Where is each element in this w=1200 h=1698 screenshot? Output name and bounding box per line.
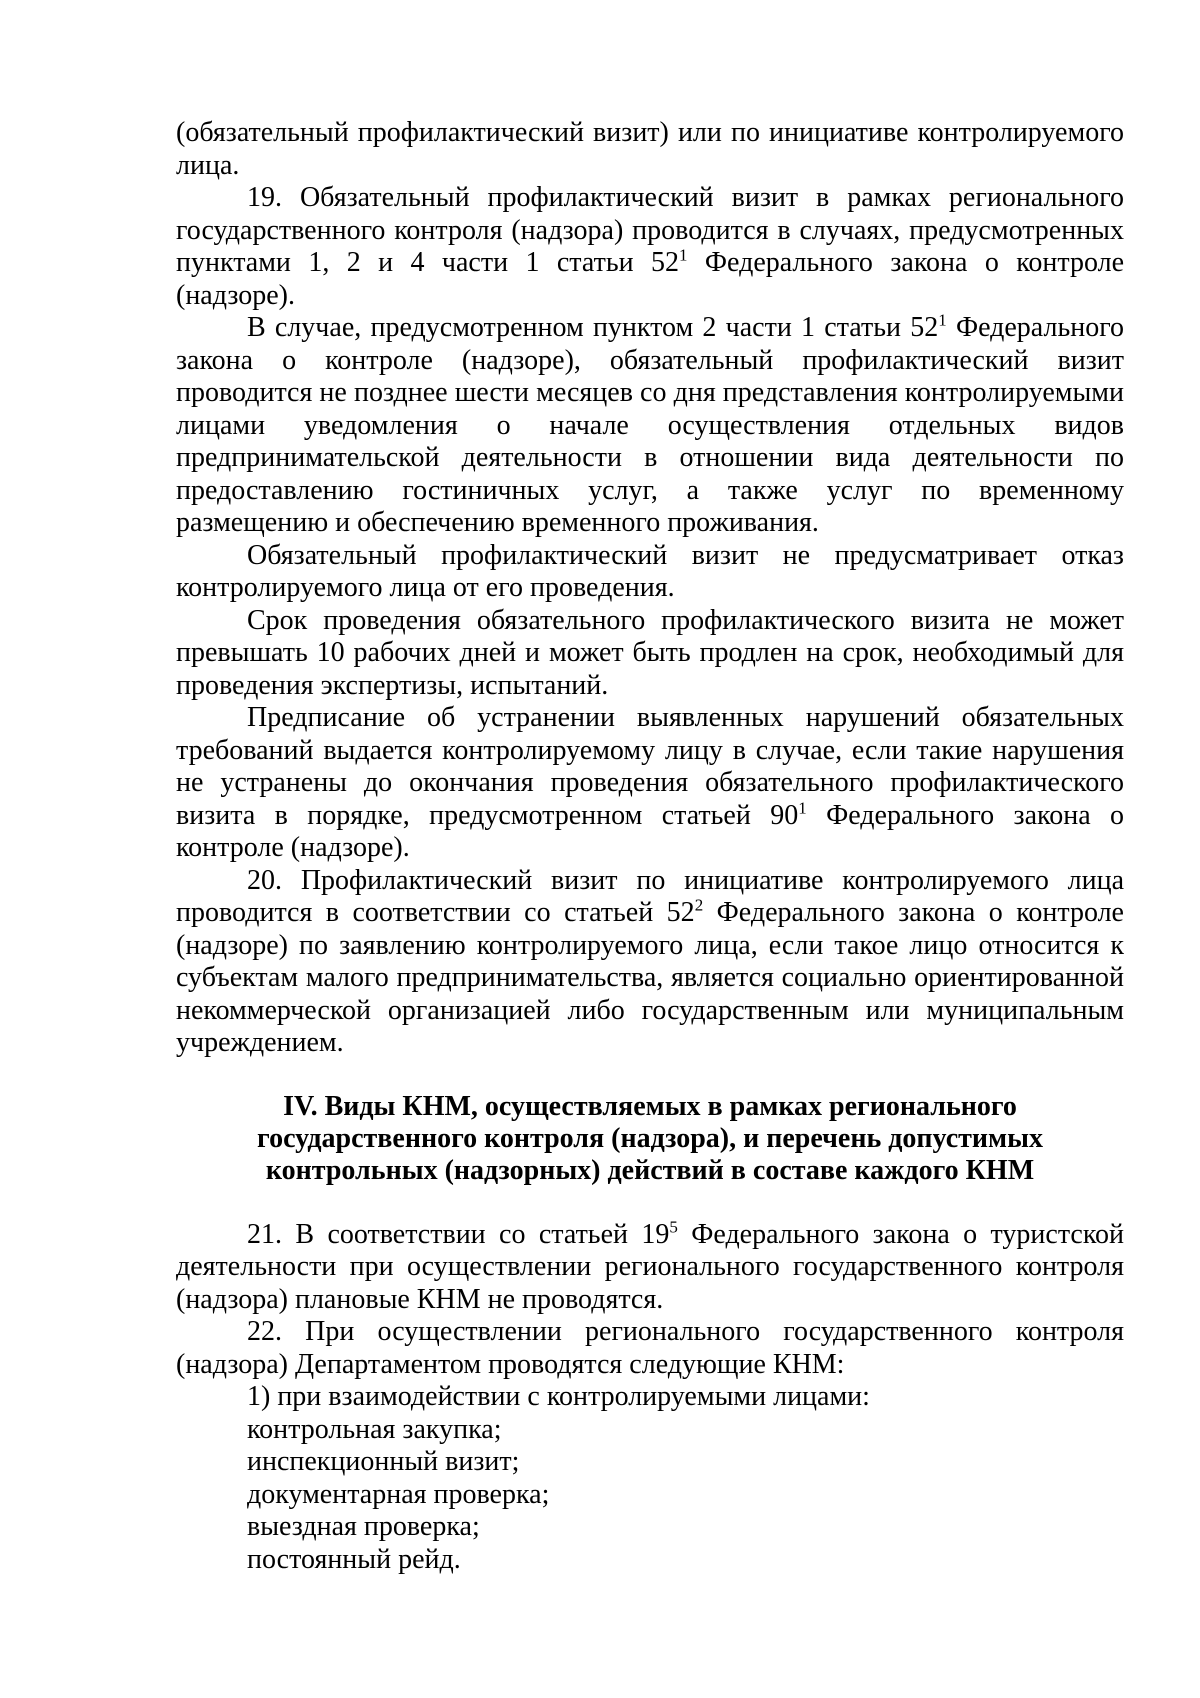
superscript: 2: [694, 895, 704, 915]
paragraph-19-text-end: Федерального закона о контроле (надзоре).: [176, 247, 1124, 311]
paragraph-22: 22. При осуществлении регионального государственного контроля (надзора) Департаментом проводятся следующие КНМ:: [176, 1316, 1124, 1380]
list-item: выездная проверка;: [247, 1511, 480, 1542]
knm-list: [176, 1381, 1124, 1576]
paragraph-text: В случае, предусмотренном пунктом 2 части 1 статьи 52: [247, 312, 939, 343]
superscript: 1: [798, 798, 807, 818]
list-item: постоянный рейд.: [247, 1543, 461, 1575]
section-heading-line: государственного контроля (надзора), и перечень допустимых: [257, 1122, 1043, 1154]
paragraph-text-end: Федерального закона о контроле (надзоре), обязательный профилактический визит проводится не позднее шести месяцев со дня представления контролируемыми лицами уведомления о начале осуществления отдельных видов предпринимательской деятельности в отношении вида деятельности по предоставлению гостиничных услуг, а также услуг по временному размещению и обеспечению временного проживания.: [176, 312, 1124, 538]
list-item: инспекционный визит;: [247, 1446, 520, 1477]
superscript: 1: [678, 245, 688, 265]
superscript: 5: [669, 1217, 678, 1237]
paragraph-text-end: Федерального закона о туристской деятельности при осуществлении регионального государственного контроля (надзора) плановые КНМ не проводятся.: [176, 1218, 1124, 1315]
paragraph-20: [176, 865, 1124, 1060]
paragraph-text-end: Федерального закона о контроле (надзоре).: [176, 799, 1125, 863]
paragraph-19-text: 19. Обязательный профилактический визит в рамках регионального государственного контроля (надзора) проводится в случаях, предусмотренных пунктами 1, 2 и 4 части 1 статьи 52: [176, 182, 1124, 278]
paragraph-continuation: (обязательный профилактический визит) или по инициативе контролируемого лица.: [176, 117, 1124, 181]
list-item: 1) при взаимодействии с контролируемыми лицами:: [247, 1381, 870, 1412]
section-heading: [176, 1091, 1124, 1187]
paragraph-term: Срок проведения обязательного профилактического визита не может превышать 10 рабочих дней и может быть продлен на срок, необходимый для проведения экспертизы, испытаний.: [176, 604, 1124, 701]
paragraph-19: [176, 182, 1124, 312]
paragraph-21: [176, 1219, 1124, 1317]
section-heading-line: контрольных (надзорных) действий в составе каждого КНМ: [265, 1154, 1035, 1186]
superscript: 1: [938, 310, 947, 330]
list-item: контрольная закупка;: [247, 1413, 502, 1445]
paragraph-no-refusal: Обязательный профилактический визит не предусматривает отказ контролируемого лица от его проведения.: [176, 539, 1124, 603]
paragraph-text: 21. В соответствии со статьей 19: [247, 1218, 670, 1250]
paragraph-prescription: [176, 702, 1124, 865]
list-item: документарная проверка;: [247, 1478, 550, 1510]
paragraph-text-end: Федерального закона о контроле (надзоре) по заявлению контролируемого лица, если такое лицо относится к субъектам малого предпринимательства, является социально ориентированной некоммерческой организацией либо государственным или муниципальным учреждением.: [176, 897, 1124, 1058]
section-heading-line: IV. Виды КНМ, осуществляемых в рамках регионального: [283, 1090, 1017, 1122]
paragraph-text: Предписание об устранении выявленных нарушений обязательных требований выдается контролируемому лицу в случае, если такие нарушения не устранены до окончания проведения обязательного профилактического визита в порядке, предусмотренном статьей 90: [176, 702, 1124, 831]
paragraph-19-case: [176, 312, 1124, 540]
paragraph-text: 20. Профилактический визит по инициативе контролируемого лица проводится в соответствии со статьей 52: [176, 864, 1124, 928]
document-body: [176, 117, 1124, 1576]
